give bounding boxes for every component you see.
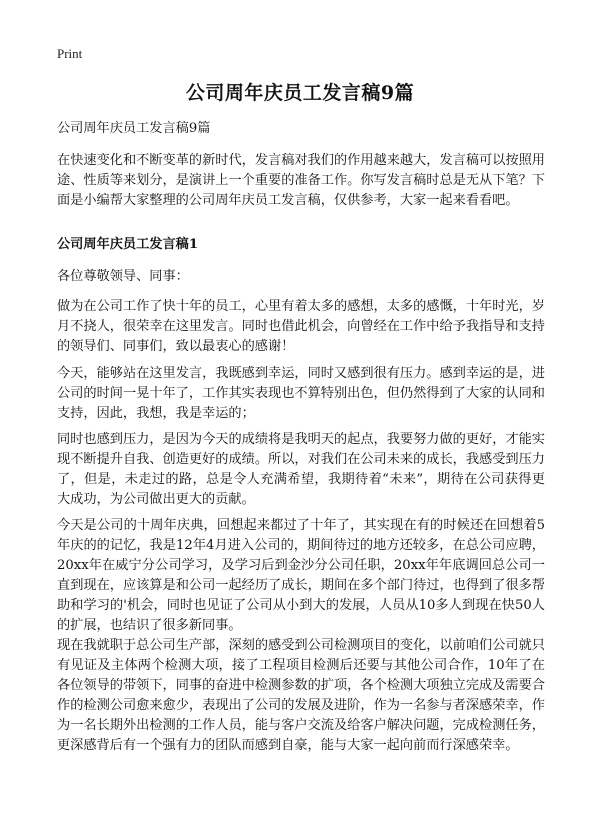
intro-paragraph: 在快速变化和不断变革的新时代，发言稿对我们的作用越来越大，发言稿可以按照用途、性质等来划分，是演讲上一个重要的准备工作。你写发言稿时总是无从下笔？下面是小编帮大家整理的公司周年庆员工发言稿，仅供参考，大家一起来看看吧。 xyxy=(57,153,545,208)
body-paragraph-5: 现在我就职于总公司生产部，深刻的感受到公司检测项目的变化，以前咱们公司就只有见证及主体两个检测大项，接了工程项目检测后还要与其他公司合作，10年了在各位领导的带领下，同事的奋进中检测参数的扩项，各个检测大项独立完成及需要合作的检测公司愈来愈少，表现出了公司的发展及进阶，作为一名参与者深感荣幸，作为一名长期外出检测的工作人员，能与客户交流及给客户解决问题，完成检测任务，更深感背后有一个强有力的团队而感到自豪，能与大家一起向前而行深感荣幸。 xyxy=(57,638,545,753)
body-paragraph-3: 同时也感到压力，是因为今天的成绩将是我明天的起点，我要努力做的更好，才能实现不断提升自我、创造更好的成绩。所以，对我们在公司未来的成长，我感受到压力了，但是，未走过的路，总是令人充满希望，我期待着“未来”，期待在公司获得更大成功，为公司做出更大的贡献。 xyxy=(57,432,545,507)
body-paragraph-2: 今天，能够站在这里发言，我既感到幸运，同时又感到很有压力。感到幸运的是，进公司的时间一晃十年了，工作其实表现也不算特别出色，但仍然得到了大家的认同和支持，因此，我想，我是幸运的； xyxy=(57,366,545,421)
print-link[interactable]: Print xyxy=(57,46,83,61)
greeting-line: 各位尊敬领导、同事： xyxy=(57,269,189,284)
body-paragraph-4: 今天是公司的十周年庆典，回想起来都过了十年了，其实现在有的时候还在回想着5年庆的的记忆，我是12年4月进入公司的，期间待过的地方还较多，在总公司应聘，20xx年在威宁分公司学习，及学习后到金沙分公司任职，20xx年年底调回总公司一直到现在，应该算是和公司一起经历了成长，期间在多个部门待过，也得到了很多帮助和学习的'机会，同时也见证了公司从小到大的发展，人员从10多人到现在快50人的扩展，也结识了很多新同事。 xyxy=(57,518,545,633)
page-title: 公司周年庆员工发言稿9篇 xyxy=(185,82,415,104)
section-heading: 公司周年庆员工发言稿1 xyxy=(57,237,199,252)
document-subtitle: 公司周年庆员工发言稿9篇 xyxy=(57,121,211,136)
body-paragraph-1: 做为在公司工作了快十年的员工，心里有着太多的感想，太多的感慨，十年时光，岁月不挠人，很荣幸在这里发言。同时也借此机会，向曾经在工作中给予我指导和支持的领导们、同事们，致以最衷心的感谢！ xyxy=(57,299,545,354)
